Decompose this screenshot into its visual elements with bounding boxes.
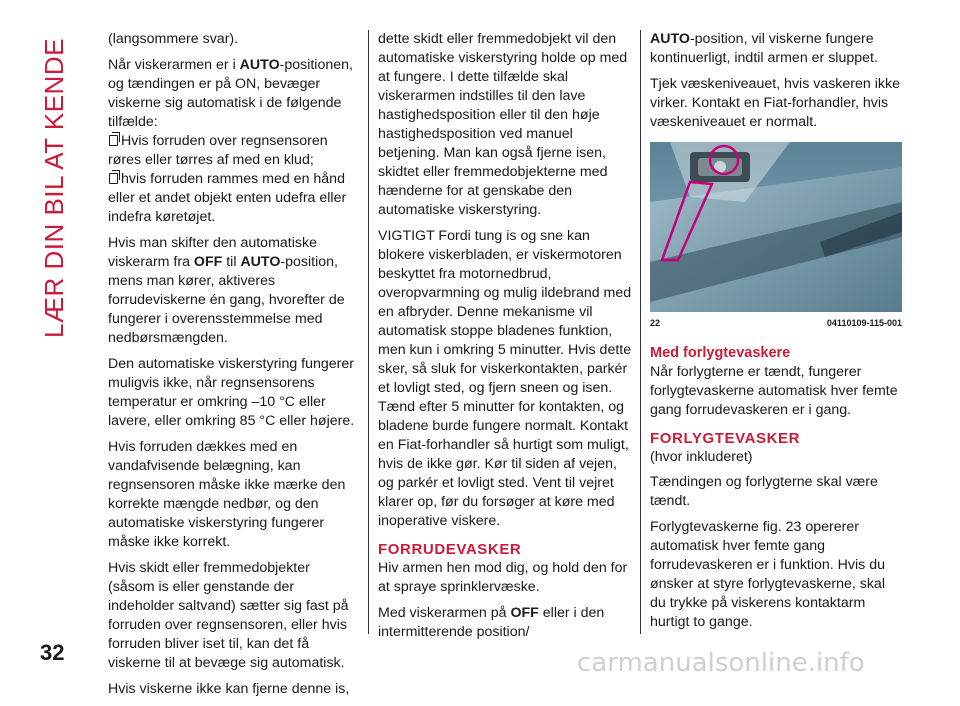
- site-watermark: carmanualsonline.info: [577, 648, 865, 678]
- text-column-2: [378, 30, 632, 649]
- paragraph: AUTO-position, vil viskerne fungere kontinuerligt, indtil armen er sluppet.: [650, 31, 878, 66]
- rain-sensor-figure: [650, 142, 902, 312]
- section-heading-forrudevasker: FORRUDEVASKER: [378, 541, 522, 558]
- paragraph: Tjek væskeniveauet, hvis vaskeren ikke virker. Kontakt en Fiat-forhandler, hvis væskeniveauet er normalt.: [650, 76, 900, 130]
- paragraph: Forlygtevaskerne fig. 23 opererer automatisk hver femte gang forrudevaskeren er i funktion. Hvis du ønsker at styre forlygtevaskerne, skal du trykke på viskerens kontaktarm hurtigt to gange.: [650, 519, 885, 630]
- section-heading-med-forlygtevaskere: Med forlygtevaskere: [650, 345, 791, 361]
- bullet-text: hvis forruden rammes med en hånd eller et andet objekt enten udefra eller indefra køretøjet.: [108, 171, 347, 225]
- paragraph: Når viskerarmen er i AUTO-positionen, og tændingen er på ON, bevæger viskerne sig automatisk i de følgende tilfælde: Hvis forruden over regnsensoren røres eller tørres af med en klud; hvis forruden rammes med en hånd eller et andet objekt enten udefra eller indefra køretøjet.: [108, 57, 353, 225]
- rain-sensor-illustration-image: [650, 142, 902, 312]
- bullet-text: Hvis forruden over regnsensoren røres eller tørres af med en klud;: [108, 133, 328, 168]
- figure-code: 04110109-115-001: [826, 318, 902, 328]
- paragraph: (hvor inkluderet): [650, 449, 753, 465]
- paragraph: Hiv armen hen mod dig, og hold den for at spraye sprinklervæske.: [378, 560, 628, 595]
- column-divider-2: [640, 30, 641, 634]
- paragraph: Når forlygterne er tændt, fungerer forlygtevaskerne automatisk hver femte gang forrudevaskeren er i gang.: [650, 364, 898, 418]
- paragraph: Med viskerarmen på OFF eller i den intermitterende position/: [378, 605, 605, 640]
- paragraph: Hvis skidt eller fremmedobjekter (såsom is eller genstande der indeholder saltvand) sætter sig fast på forruden over regnsensoren, eller hvis forruden bliver iset til, kan det få viskerne til at bevæge sig automatisk.: [108, 560, 349, 671]
- page-number: 32: [40, 640, 65, 665]
- paragraph: Hvis man skifter den automatiske viskerarm fra OFF til AUTO-position, mens man kører, aktiveres forrudeviskerne én gang, hvorefter de fungerer i overensstemmelse med nedbørsmængden.: [108, 235, 345, 346]
- figure-number: 22: [650, 318, 661, 328]
- paragraph: Hvis forruden dækkes med en vandafvisende belægning, kan regnsensoren måske ikke mærke den korrekte mængde nedbør, og den automatiske viskerstyring fungerer måske ikke korrekt.: [108, 439, 346, 550]
- paragraph: Tændingen og forlygterne skal være tændt.: [650, 474, 878, 509]
- text-column-3: [650, 30, 902, 639]
- text-column-1: [108, 30, 360, 706]
- paragraph: VIGTIGT Fordi tung is og sne kan blokere viskerbladen, er viskermotoren beskyttet fra motornedbrud, overopvarmning og mulig ildebrand med en afbryder. Denne mekanisme vil automatisk stoppe bladenes funktion, men kun i omkring 5 minutter. Hvis dette sker, så sluk for viskerkontakten, parkér et lovligt sted, og fjern sneen og isen. Tænd efter 5 minutter for kontakten, og bladene burde fungere normalt. Kontakt en Fiat-forhandler så hurtigt som muligt, hvis de ikke gør. Kør til siden af vejen, og parkér et lovligt sted. Vent til vejret klarer op, før du forsøger at køre med inoperative viskere.: [378, 228, 632, 529]
- paragraph: Hvis viskerne ikke kan fjerne denne is,: [108, 681, 350, 697]
- section-heading-forlygtevasker: FORLYGTEVASKER: [650, 430, 801, 447]
- paragraph: dette skidt eller fremmedobjekt vil den automatiske viskerstyring holde op med at fungere. I dette tilfælde skal viskerarmen indstilles til den lave hastighedsposition eller til den høje hastighedsposition ved manuel betjening. Man kan også fjerne isen, skidtet eller fremmedobjekterne med hænderne for at genskabe den automatiske viskerstyring.: [378, 31, 628, 218]
- paragraph: (langsommere svar).: [108, 31, 239, 47]
- paragraph: Den automatiske viskerstyring fungerer muligvis ikke, når regnsensorens temperatur er omkring –10 °C eller lavere, eller omkring 85 °C eller højere.: [108, 356, 355, 429]
- section-side-title: LÆR DIN BIL AT KENDE: [39, 38, 69, 338]
- figure-caption: [650, 318, 902, 328]
- column-divider-1: [368, 30, 369, 634]
